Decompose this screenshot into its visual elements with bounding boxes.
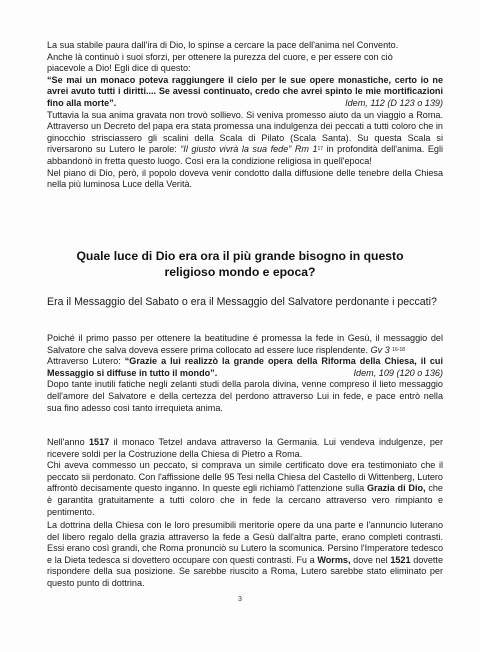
text-lead: Attraverso Lutero: <box>47 356 125 367</box>
text-body: il monaco Tetzel andava attraverso la Germania. Lui vendeva indulgenze, per ricevere soldi per la Costruzione della Chiesa di Pietro a Roma. <box>47 437 443 459</box>
grace-of-god: Grazia di Dio, <box>366 483 426 494</box>
text-body: Poiché il primo passo per ottenere la beatitudine é promessa la fede in Gesù, il messaggio del Salvatore che salva doveva essere prima collocato ad essere luce risplendente. <box>47 333 443 355</box>
year-1517: 1517 <box>88 437 110 447</box>
paragraph-first-step <box>47 333 443 414</box>
year-1521: 1521 <box>390 554 411 565</box>
page-number: 3 <box>238 596 242 603</box>
text-body: Tuttavia la sua anima gravata non trovò sollievo. Si veniva promesso aiuto da un viaggio a Roma. Attraverso un Decreto del papa era stata promessa una indulgenza dei peccati a tutti coloro che in ginocchio strisciassero gli scalini della Scala di Pilato (Scala Santa). Su questa Scala si riversarono su Lutero le parole: <box>47 109 443 155</box>
text-body: Nel piano di Dio, però, il popolo doveva venir condotto dalla diffusione delle tenebre della Chiesa nella più luminosa Luce della Verità. <box>47 167 443 190</box>
worms: Worms, <box>317 554 351 565</box>
text-body: Dopo tante inutili fatiche negli zelanti studi della parola divina, venne compreso il lieto messaggio dell'amore del Salvatore e della certezza del perdono attraverso Lui in fede, e pace entrò nella sua fino adesso così tanto irrequieta anima. <box>47 379 443 413</box>
reform-quote: “Grazie a lui realizzò la grande opera della Riforma della Chiesa, il cui Messaggio si diffuse in tutto il mondo”. <box>47 356 443 378</box>
section-heading <box>60 248 420 280</box>
paragraph-convent <box>47 40 443 191</box>
quote-reference: Idem, 109 (120 o 136) <box>353 367 443 378</box>
verse-ref: 17 <box>317 146 324 153</box>
text-line: piacevole a Dio! Egli dice di questo: <box>47 63 191 74</box>
text-body: La dottrina della Chiesa con le loro presumibili meritorie opere da una parte e l'annuncio luterano del libero regalo della grazia attraverso la fede a Gesù dall'altra parte, erano completi contrasti. Essi erano così grandi, che Roma pronunciò su Lutero la scomunica. Persino l'Imperatore tedesco e la Dieta tedesca si dovettero occupare con questi contrasti. Fu a <box>47 520 443 565</box>
paragraph-tetzel <box>47 437 443 518</box>
text-body: dove nel <box>350 554 391 565</box>
text-body: dovette rispondere della sua posizione. Se sarebbe riuscito a Roma, Lutero sarebbe stato eliminato per questo punto di dottrina. <box>47 554 444 588</box>
text-line: La sua stabile paura dall'ira di Dio, lo spinse a cercare la pace dell'anima nel Convento. <box>47 40 399 50</box>
text-line: Anche là continuò i suoi sforzi, per ottenere la purezza del cuore, e per essere con ciò <box>47 51 393 62</box>
text-body: Nell'anno <box>47 437 89 447</box>
question-text: Era il Messaggio del Sabato o era il Messaggio del Salvatore perdonante i peccati? <box>47 296 437 308</box>
text-body: in profondità dell'anima. Egli abbandonò in fretta questo luogo. Così era la condizione religiosa in quell'epoca! <box>47 144 443 166</box>
scripture-ref: Gv 3 <box>370 344 390 355</box>
heading-line: religioso mondo e epoca? <box>164 265 316 279</box>
text-body: che è garantita gratuitamente a tutti coloro che in fede la cercano attraverso vero rimpianto e pentimento. <box>47 483 443 517</box>
text-body: Chi aveva commesso un peccato, si comprava un simile certificato dove era testimoniato che il peccato sii perdonato. Con l'affissione delle 95 Tesi nella Chiesa del Castello di Wittenberg, Lutero affrontò decisamente questo inganno. In queste egli richiamò l'attenzione sulla <box>47 460 443 494</box>
luther-quote: “Se mai un monaco poteva raggiungere il cielo per le sue opere monastiche, certo io ne avrei avuto tutti i diritti.... Se avessi continuato, credo che avrei spinto le mie mortificazioni fino alla morte”. <box>47 74 443 108</box>
verse-ref: 16-18 <box>392 346 406 353</box>
heading-line: Quale luce di Dio era ora il più grande bisogno in questo <box>76 249 404 263</box>
quote-reference: Idem, 112 (D 123 o 139) <box>345 97 443 108</box>
scripture-quote: “Il giusto vivrà la sua fede” Rm 1 <box>180 144 318 155</box>
paragraph-doctrine <box>47 520 443 590</box>
